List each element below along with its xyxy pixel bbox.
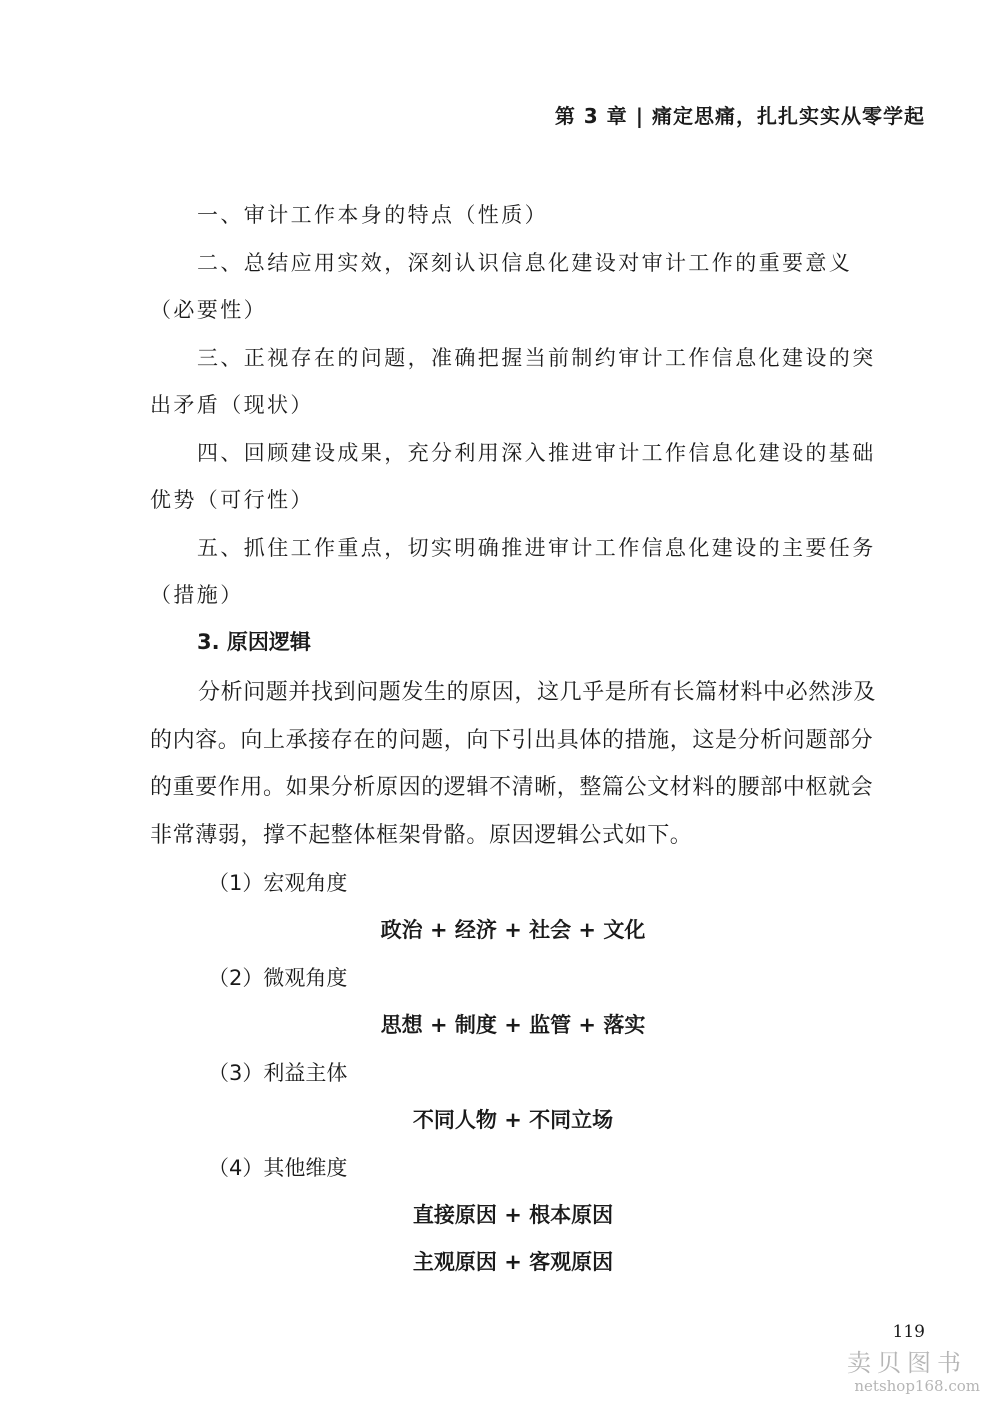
- outline-item: 三、正视存在的问题，准确把握当前制约审计工作信息化建设的突出矛盾（现状）: [150, 345, 876, 417]
- outline-item: 五、抓住工作重点，切实明确推进审计工作信息化建设的主要任务（措施）: [150, 535, 876, 607]
- header-separator: |: [635, 104, 644, 128]
- chapter-title: 痛定思痛，扎扎实实从零学起: [652, 104, 925, 128]
- running-header: [555, 100, 925, 129]
- item-label: （2）微观角度: [208, 966, 348, 990]
- outline-item: 四、回顾建设成果，充分利用深入推进审计工作信息化建设的基础优势（可行性）: [150, 440, 876, 512]
- body-paragraph-block: [150, 669, 880, 859]
- formula: 直接原因 + 根本原因: [412, 1203, 614, 1227]
- item-label: （4）其他维度: [208, 1156, 348, 1180]
- item-label: （3）利益主体: [208, 1061, 348, 1085]
- item-label: （1）宏观角度: [208, 871, 348, 895]
- watermark-text: 卖贝图书: [847, 1349, 967, 1377]
- watermark-url: netshop168.com: [854, 1377, 980, 1395]
- formula: 政治 + 经济 + 社会 + 文化: [380, 918, 646, 942]
- formula: 主观原因 + 客观原因: [412, 1250, 614, 1274]
- formula: 思想 + 制度 + 监管 + 落实: [380, 1013, 646, 1037]
- outline-item: 二、总结应用实效，深刻认识信息化建设对审计工作的重要意义（必要性）: [150, 250, 853, 322]
- section-heading: 3. 原因逻辑: [197, 630, 311, 654]
- outline-item: 一、审计工作本身的特点（性质）: [197, 203, 548, 227]
- outline-list: [150, 192, 880, 620]
- page-number: 119: [892, 1322, 925, 1342]
- body-paragraph: 分析问题并找到问题发生的原因，这几乎是所有长篇材料中必然涉及的内容。向上承接存在的问题，向下引出具体的措施，这是分析问题部分的重要作用。如果分析原因的逻辑不清晰，整篇公文材料的腰部中枢就会非常薄弱，撑不起整体框架骨骼。原因逻辑公式如下。: [150, 680, 877, 848]
- chapter-number: 第 3 章: [554, 104, 628, 128]
- formula: 不同人物 + 不同立场: [412, 1108, 614, 1132]
